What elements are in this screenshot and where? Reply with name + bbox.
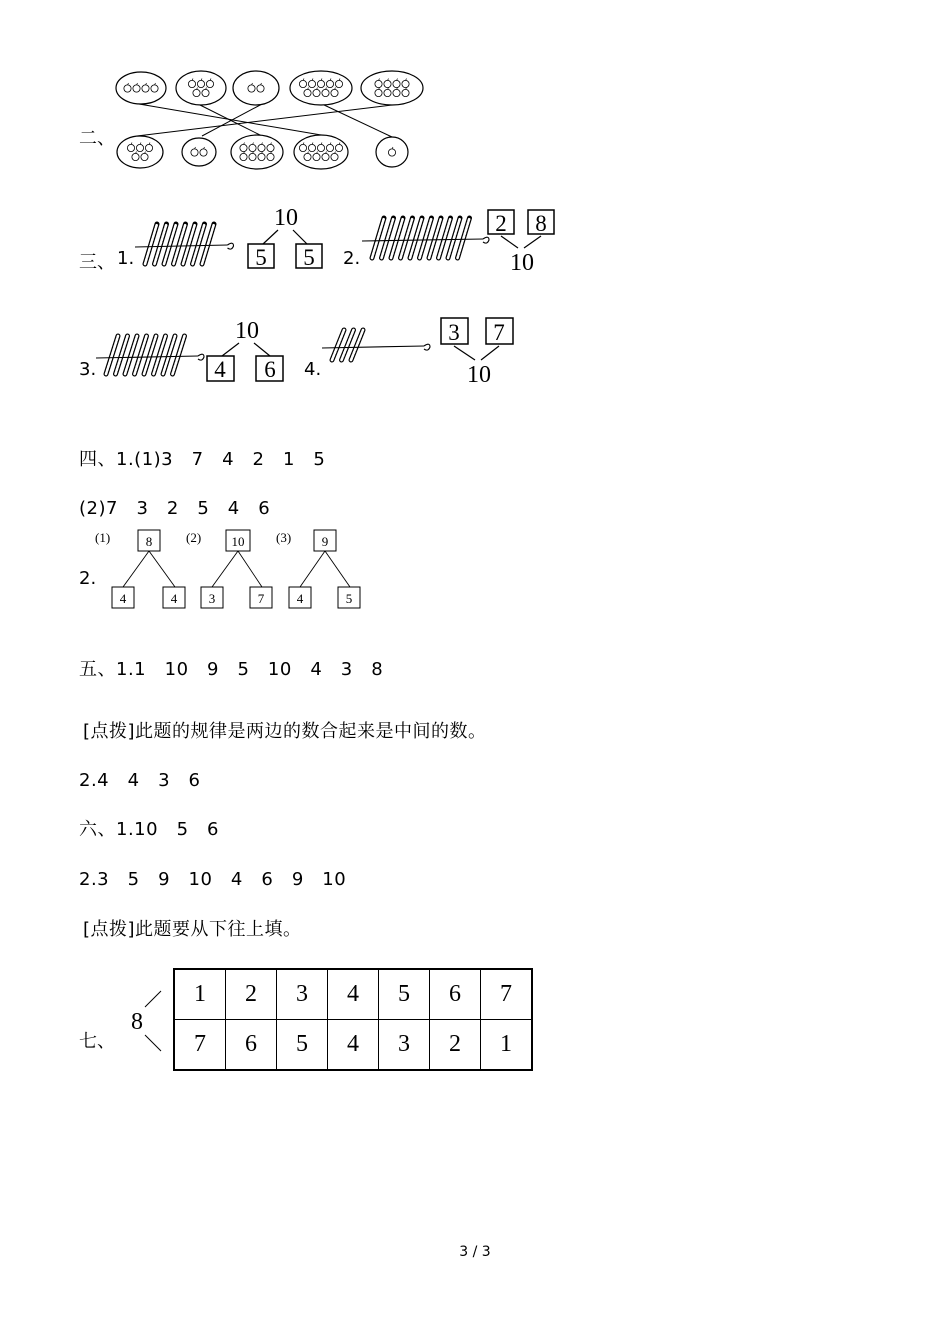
q3-4-bottom: 10 (467, 362, 491, 388)
q3-1-left: 5 (255, 245, 267, 270)
tree-3-right: 5 (345, 591, 353, 606)
section-3-label: 三、 (79, 252, 115, 273)
apple-group (290, 71, 352, 105)
tree-2-left: 3 (208, 591, 216, 606)
number-tree-2 (186, 526, 281, 616)
q3-2-number: 2. (343, 248, 361, 269)
section-6-hint: [点拨]此题要从下往上填。 (83, 919, 302, 940)
number-tree-3 (276, 526, 371, 616)
section-6-line-2: 2.3 5 9 10 4 6 9 10 (79, 869, 347, 890)
q3-3-number: 3. (79, 359, 97, 380)
apple-group (376, 137, 408, 167)
whole-number: 8 (131, 1009, 143, 1035)
apple-group (117, 136, 163, 168)
section-6-line-1: 六、1.10 5 6 (79, 819, 219, 840)
q3-4-right: 7 (493, 320, 505, 345)
tree-2-tag: (2) (186, 530, 202, 545)
tree-2-right: 7 (257, 591, 265, 606)
table-cell: 2 (430, 1020, 481, 1071)
q3-4-number: 4. (304, 359, 322, 380)
table-row (174, 1020, 532, 1071)
table-cell: 5 (379, 969, 430, 1020)
section-4-line-2: (2)7 3 2 5 4 6 (79, 498, 271, 519)
q3-3-right: 6 (264, 357, 276, 382)
table-cell: 4 (328, 1020, 379, 1071)
q3-4-left: 3 (448, 320, 460, 345)
apple-group (294, 135, 348, 169)
section-5-line-2: 2.4 4 3 6 (79, 770, 201, 791)
q3-4-tree (439, 316, 519, 386)
table-cell: 6 (430, 969, 481, 1020)
number-tree-1 (95, 526, 190, 616)
table-cell: 3 (277, 969, 328, 1020)
table-row (174, 969, 532, 1020)
q3-3-left: 4 (214, 357, 226, 382)
section-7-label: 七、 (79, 1031, 115, 1052)
tree-1-right: 4 (170, 591, 178, 606)
q3-2-right: 8 (535, 211, 547, 236)
stick-bundle-3 (96, 332, 211, 380)
tree-3-top: 9 (321, 534, 329, 549)
table-cell: 7 (174, 1020, 226, 1071)
q3-1-top: 10 (274, 205, 298, 231)
stick-bundle-2 (362, 214, 492, 264)
table-cell: 1 (174, 969, 226, 1020)
section-5-hint: [点拨]此题的规律是两边的数合起来是中间的数。 (83, 721, 487, 742)
apple-group (182, 138, 216, 166)
stick-bundle-4 (322, 326, 432, 366)
apple-group (361, 71, 423, 105)
table-cell: 4 (328, 969, 379, 1020)
tree-2-top: 10 (231, 534, 245, 549)
table-cell: 7 (481, 969, 533, 1020)
q3-2-tree (486, 208, 566, 278)
q3-2-left: 2 (495, 211, 507, 236)
table-cell: 1 (481, 1020, 533, 1071)
apple-matching-diagram (0, 0, 950, 190)
apple-group (233, 71, 279, 105)
apple-group (116, 72, 166, 104)
decomposition-branch (125, 985, 170, 1055)
tree-1-top: 8 (145, 534, 153, 549)
tree-1-tag: (1) (95, 530, 111, 545)
q3-1-right: 5 (303, 245, 315, 270)
q3-1-number: 1. (117, 248, 135, 269)
table-cell: 3 (379, 1020, 430, 1071)
section-4-line-1: 四、1.(1)3 7 4 2 1 5 (79, 449, 326, 470)
section-4-q2-label: 2. (79, 568, 97, 589)
table-cell: 5 (277, 1020, 328, 1071)
table-cell: 6 (226, 1020, 277, 1071)
apple-group (176, 71, 226, 105)
decomposition-table (173, 968, 533, 1071)
section-2-label: 二、 (79, 128, 115, 149)
table-cell: 2 (226, 969, 277, 1020)
tree-1-left: 4 (119, 591, 127, 606)
page-number: 3 / 3 (459, 1244, 491, 1260)
q3-3-top: 10 (235, 318, 259, 344)
apple-group (231, 135, 283, 169)
tree-3-tag: (3) (276, 530, 292, 545)
tree-3-left: 4 (296, 591, 304, 606)
stick-bundle-1 (135, 220, 245, 270)
section-5-line-1: 五、1.1 10 9 5 10 4 3 8 (79, 659, 384, 680)
q3-3-tree (204, 313, 294, 388)
q3-1-tree (245, 200, 335, 275)
q3-2-bottom: 10 (510, 250, 534, 276)
